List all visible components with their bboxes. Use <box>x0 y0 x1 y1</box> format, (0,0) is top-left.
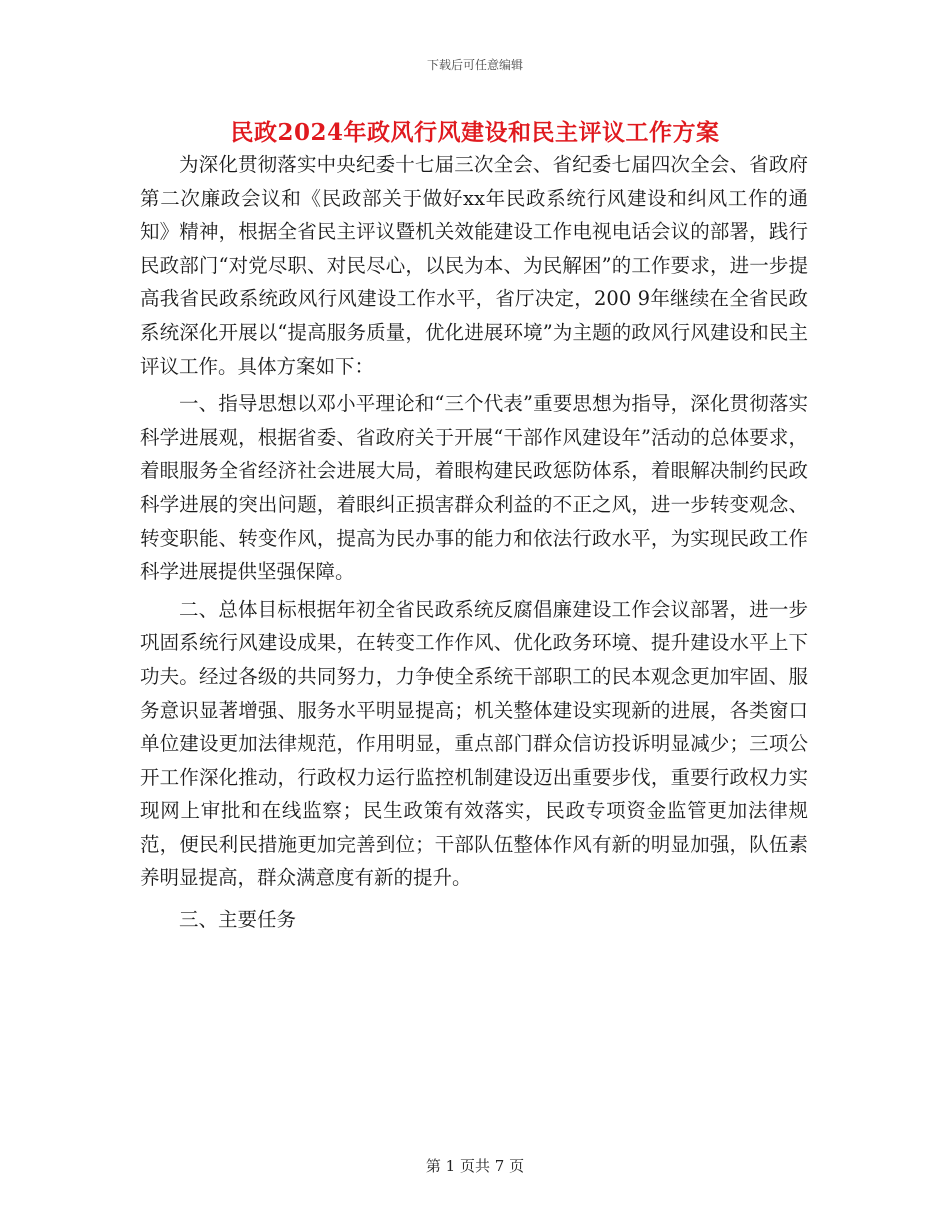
page-header-note: 下载后可任意编辑 <box>426 58 523 72</box>
page-number-footer: 第 1 页共 7 页 <box>425 1157 525 1175</box>
paragraph-main-tasks-heading: 三、主要任务 <box>179 908 297 932</box>
document-title: 民政2024年政风行风建设和民主评议工作方案 <box>230 119 720 146</box>
document-body <box>140 148 808 941</box>
paragraph-guiding-ideology: 一、指导思想以邓小平理论和“三个代表”重要思想为指导，深化贯彻落实科学进展观，根据省委、省政府关于开展“干部作风建设年”活动的总体要求，着眼服务全省经济社会进展大局，着眼构建民政惩防体系，着眼解决制约民政科学进展的突出问题，着眼纠正损害群众利益的不正之风，进一步转变观念、转变职能、转变作风，提高为民办事的能力和依法行政水平，为实现民政工作科学进展提供坚强保障。 <box>140 392 808 584</box>
paragraph-intro: 为深化贯彻落实中央纪委十七届三次全会、省纪委七届四次全会、省政府第二次廉政会议和《民政部关于做好xx年民政系统行风建设和纠风工作的通知》精神，根据全省民主评议暨机关效能建设工作电视电话会议的部署，践行民政部门“对党尽职、对民尽心，以民为本、为民解困”的工作要求，进一步提高我省民政系统政风行风建设工作水平，省厅决定，200 9年继续在全省民政系统深化开展以“提高服务质量，优化进展环境”为主题的政风行风建设和民主评议工作。具体方案如下： <box>140 153 808 378</box>
paragraph-overall-goal: 二、总体目标根据年初全省民政系统反腐倡廉建设工作会议部署，进一步巩固系统行风建设成果，在转变工作作风、优化政务环境、提升建设水平上下功夫。经过各级的共同努力，力争使全系统干部职工的民本观念更加牢固、服务意识显著增强、服务水平明显提高；机关整体建设实现新的进展，各类窗口单位建设更加法律规范，作用明显，重点部门群众信访投诉明显减少；三项公开工作深化推动，行政权力运行监控机制建设迈出重要步伐，重要行政权力实现网上审批和在线监察；民生政策有效落实，民政专项资金监管更加法律规范，便民利民措施更加完善到位；干部队伍整体作风有新的明显加强，队伍素养明显提高，群众满意度有新的提升。 <box>140 597 808 890</box>
